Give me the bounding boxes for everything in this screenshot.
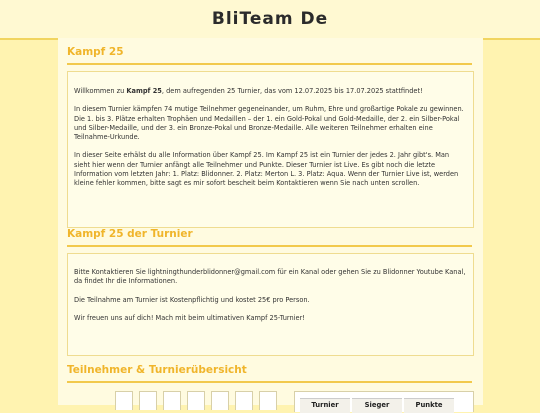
intro-text-end: , dem aufregenden 25 Turnier, das vom 12.07.2025 bis 17.07.2025 stattfindet! xyxy=(161,87,423,95)
section-title-kampf: Kampf 25 xyxy=(67,46,124,58)
intro-text: Willkommen zu xyxy=(74,87,127,95)
participant-slot xyxy=(187,391,205,410)
participant-slot xyxy=(163,391,181,410)
contact-paragraph: Bitte Kontaktieren Sie lightningthunderblidonner@gmail.com für ein Kanal oder gehen Sie zu Blidonner Youtube Kanal, da findet Ihr die Informationen. xyxy=(74,268,466,286)
section-divider xyxy=(67,63,472,65)
contact-box xyxy=(67,253,474,356)
participant-slot xyxy=(259,391,277,410)
table-header-sieger: Sieger xyxy=(352,398,402,413)
section-divider xyxy=(67,381,472,383)
prizes-paragraph: In diesem Turnier kämpfen 74 mutige Teilnehmer gegeneinander, um Ruhm, Ehre und großartige Pokale zu gewinnen. Die 1. bis 3. Plätze erhalten Trophäen und Medaillen – der 1. ein Gold-Pokal und Gold-Medaille, der 2. ein Silber-Pokal und Silber-Medaille, und der 3. ein Bronze-Pokal und Bronze-Medaille. Alle weiteren Teilnehmer erhalten eine Teilnahme-Urkunde. xyxy=(74,105,464,142)
closing-paragraph: Wir freuen uns auf dich! Mach mit beim ultimativen Kampf 25-Turnier! xyxy=(74,313,305,322)
section-title-turnier: Kampf 25 der Turnier xyxy=(67,228,193,240)
intro-bold-text: Kampf 25 xyxy=(126,87,162,95)
intro-box xyxy=(67,71,474,228)
participant-slot xyxy=(139,391,157,410)
site-header xyxy=(0,0,540,40)
site-title: BliTeam De xyxy=(211,9,329,29)
participant-slot xyxy=(211,391,229,410)
section-title-teilnehmer: Teilnehmer & Turnierübersicht xyxy=(67,364,247,376)
table-header-punkte: Punkte xyxy=(404,398,454,413)
participant-slot xyxy=(115,391,133,410)
table-header-turnier: Turnier xyxy=(300,398,350,413)
section-divider xyxy=(67,245,472,247)
main-content xyxy=(58,38,483,409)
fee-paragraph: Die Teilnahme am Turnier ist Kostenpflichtig und kostet 25€ pro Person. xyxy=(74,295,310,304)
info-paragraph: In dieser Seite erhälst du alle Information über Kampf 25. Im Kampf 25 ist ein Turnier der jedes 2. Jahr gibt's. Man sieht hier wenn der Turnier anfängt alle Teilnehmer und Punkte. Dieser Turnier ist Live. Es gibt noch die letzte Information vom letzten Jahr: 1. Platz: Blidonner. 2. Platz: Merton L. 3. Platz: Aqua. Wenn der Turnier Live ist, werden kleine fehler kommen, bitte sagt es mir sofort bescheit beim Kontaktieren wenn Sie nach unten scrollen. xyxy=(74,151,459,188)
intro-paragraph xyxy=(74,87,467,96)
tournament-table xyxy=(294,391,474,412)
participant-slot xyxy=(235,391,253,410)
